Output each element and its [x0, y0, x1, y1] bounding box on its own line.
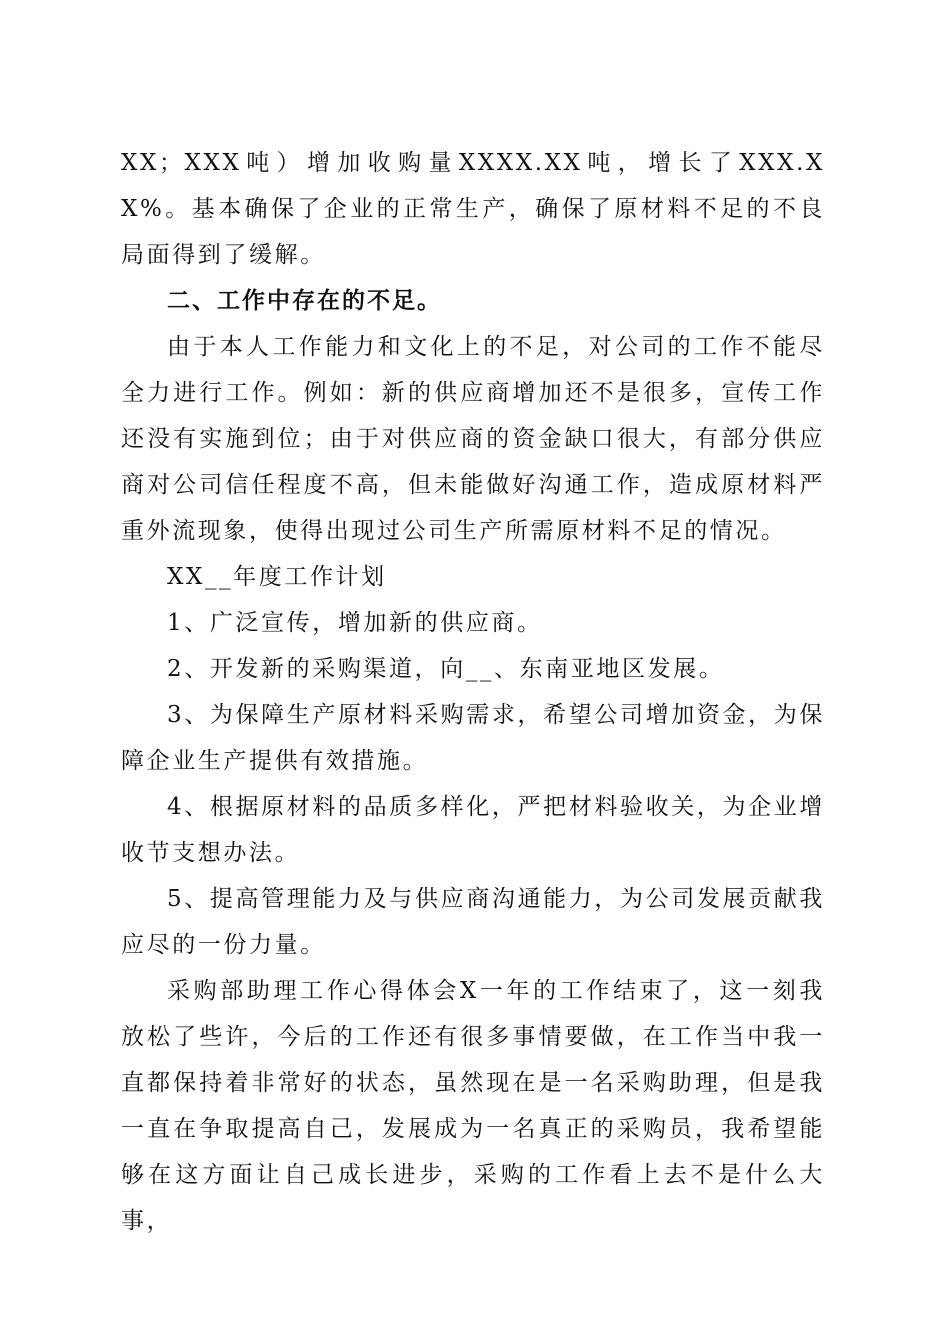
plan-item-1: 1、广泛宣传，增加新的供应商。: [167, 610, 543, 636]
paragraph-purchase-result: XX；XXX吨）增加收购量XXXX.XX吨，增长了XXX.XX%。基本确保了企业的正常生产，确保了原材料不足的不良局面得到了缓解。: [121, 150, 825, 268]
plan-item-4: 4、根据原材料的品质多样化，严把材料验收关，为企业增收节支想办法。: [121, 794, 825, 866]
document-body: [121, 140, 825, 1244]
plan-title: XX__年度工作计划: [167, 564, 387, 590]
plan-item-2: 2、开发新的采购渠道，向__、东南亚地区发展。: [167, 656, 725, 682]
plan-item-5: 5、提高管理能力及与供应商沟通能力，为公司发展贡献我应尽的一份力量。: [121, 886, 825, 958]
section-heading-shortcomings: 二、工作中存在的不足。: [167, 288, 442, 314]
paragraph-experience: 采购部助理工作心得体会X一年的工作结束了，这一刻我放松了些许，今后的工作还有很多事情要做，在工作当中我一直都保持着非常好的状态，虽然现在是一名采购助理，但是我一直在争取提高自己，发展成为一名真正的采购员，我希望能够在这方面让自己成长进步，采购的工作看上去不是什么大事，: [121, 978, 825, 1234]
plan-item-3: 3、为保障生产原材料采购需求，希望公司增加资金，为保障企业生产提供有效措施。: [121, 702, 825, 774]
paragraph-shortcomings: 由于本人工作能力和文化上的不足，对公司的工作不能尽全力进行工作。例如：新的供应商增加还不是很多，宣传工作还没有实施到位；由于对供应商的资金缺口很大，有部分供应商对公司信任程度不高，但未能做好沟通工作，造成原材料严重外流现象，使得出现过公司生产所需原材料不足的情况。: [121, 334, 825, 544]
